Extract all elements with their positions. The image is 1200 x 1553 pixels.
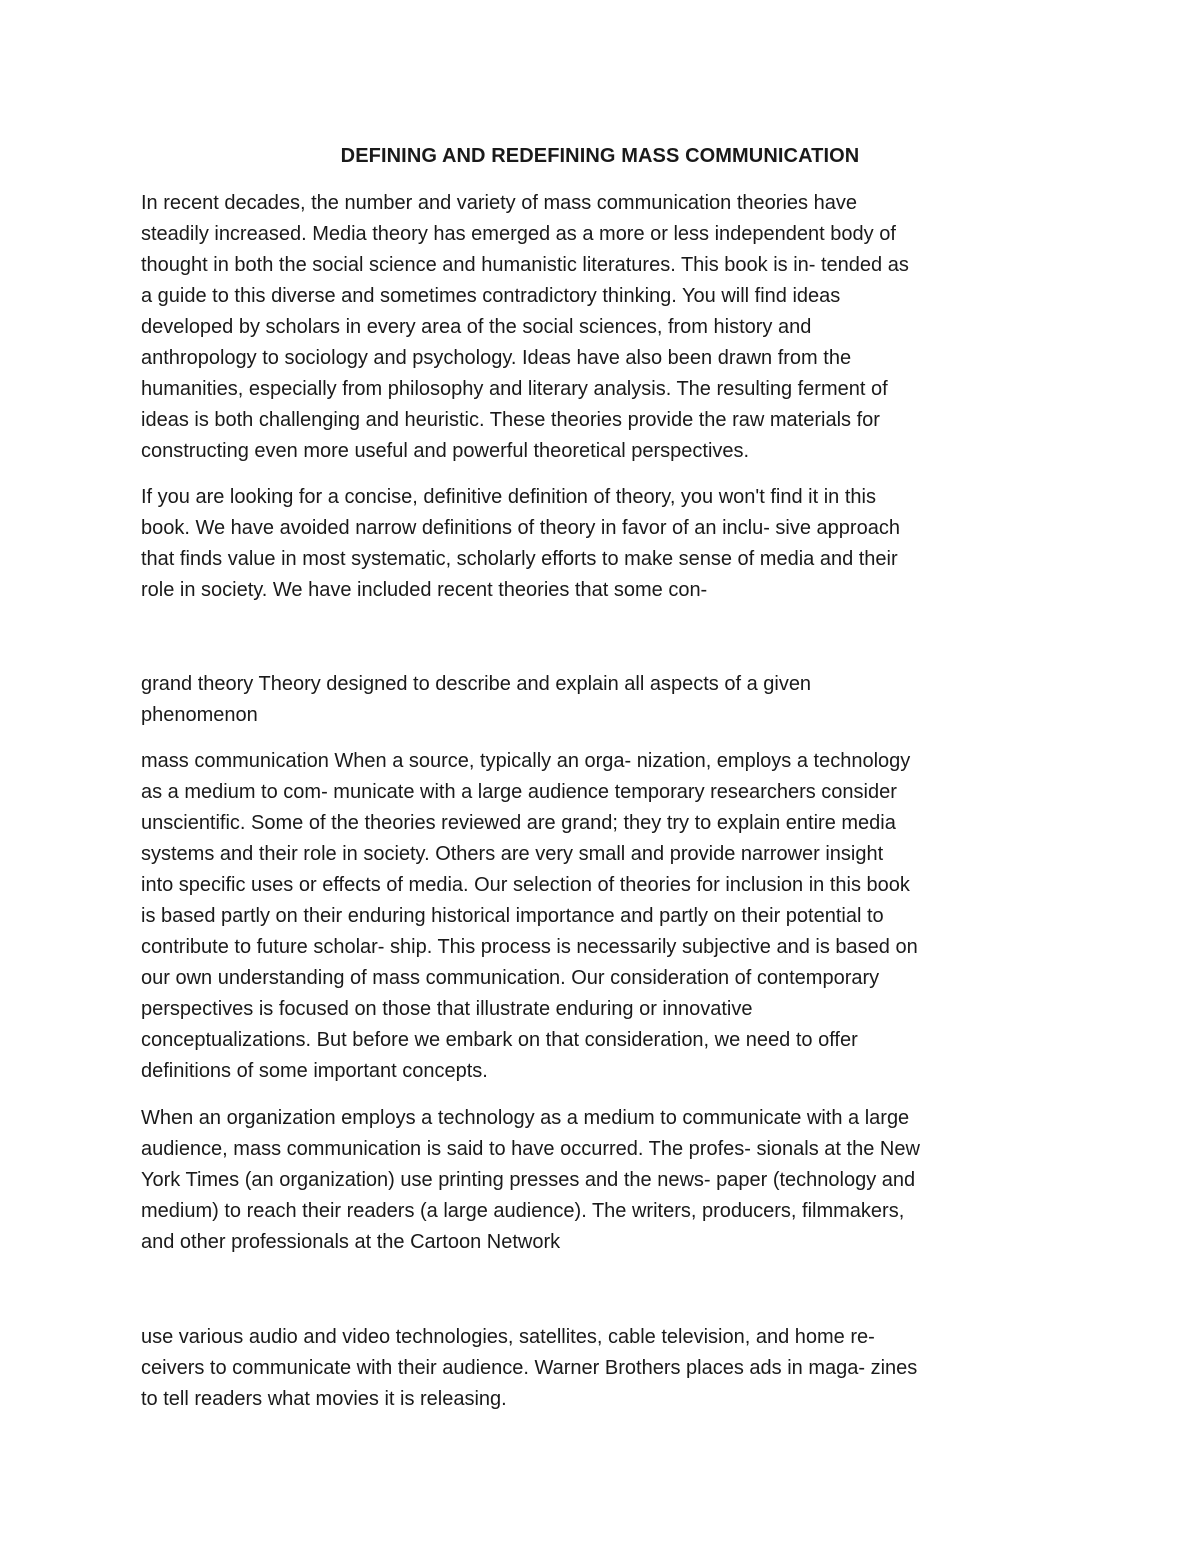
text-line: ceivers to communicate with their audience. Warner Brothers places ads in maga- zines xyxy=(141,1357,918,1379)
page-title: DEFINING AND REDEFINING MASS COMMUNICATION xyxy=(340,145,860,167)
text-line: is based partly on their enduring historical importance and partly on their potential to xyxy=(141,905,884,927)
text-line: ideas is both challenging and heuristic. These theories provide the raw materials for xyxy=(141,409,880,431)
paragraph-grand-theory xyxy=(141,669,1071,731)
text-line: audience, mass communication is said to have occurred. The profes- sionals at the New xyxy=(141,1138,920,1160)
text-line: systems and their role in society. Others are very small and provide narrower insight xyxy=(141,843,884,865)
text-line: phenomenon xyxy=(141,704,258,726)
text-line: constructing even more useful and powerful theoretical perspectives. xyxy=(141,440,750,462)
text-line: a guide to this diverse and sometimes contradictory thinking. You will find ideas xyxy=(141,285,841,307)
text-line: into specific uses or effects of media. Our selection of theories for inclusion in this book xyxy=(141,874,910,896)
text-line: anthropology to sociology and psychology. Ideas have also been drawn from the xyxy=(141,347,852,369)
text-line: developed by scholars in every area of the social sciences, from history and xyxy=(141,316,812,338)
text-line: perspectives is focused on those that illustrate enduring or innovative xyxy=(141,998,753,1020)
text-line: conceptualizations. But before we embark on that consideration, we need to offer xyxy=(141,1029,858,1051)
paragraph-definition xyxy=(141,482,1071,606)
text-line: York Times (an organization) use printing presses and the news- paper (technology and xyxy=(141,1169,916,1191)
text-line: mass communication When a source, typically an orga- nization, employs a technology xyxy=(141,750,911,772)
paragraph-technologies xyxy=(141,1322,1071,1415)
text-line: and other professionals at the Cartoon Network xyxy=(141,1231,561,1253)
text-line: If you are looking for a concise, definitive definition of theory, you won't find it in this xyxy=(141,486,876,508)
text-line: unscientific. Some of the theories reviewed are grand; they try to explain entire media xyxy=(141,812,896,834)
text-line: our own understanding of mass communication. Our consideration of contemporary xyxy=(141,967,880,989)
text-line: medium) to reach their readers (a large audience). The writers, producers, filmmakers, xyxy=(141,1200,905,1222)
text-line: grand theory Theory designed to describe and explain all aspects of a given xyxy=(141,673,812,695)
text-line: steadily increased. Media theory has emerged as a more or less independent body of xyxy=(141,223,896,245)
paragraph-organization xyxy=(141,1103,1071,1258)
text-line: thought in both the social science and humanistic literatures. This book is in- tended as xyxy=(141,254,909,276)
paragraph-mass-communication xyxy=(141,746,1071,1087)
text-line: definitions of some important concepts. xyxy=(141,1060,488,1082)
text-line: that finds value in most systematic, scholarly efforts to make sense of media and their xyxy=(141,548,898,570)
text-line: use various audio and video technologies, satellites, cable television, and home re- xyxy=(141,1326,875,1348)
text-line: to tell readers what movies it is releasing. xyxy=(141,1388,507,1410)
text-line: humanities, especially from philosophy and literary analysis. The resulting ferment of xyxy=(141,378,888,400)
text-line: book. We have avoided narrow definitions of theory in favor of an inclu- sive approach xyxy=(141,517,900,539)
text-line: role in society. We have included recent theories that some con- xyxy=(141,579,708,601)
text-line: as a medium to com- municate with a large audience temporary researchers consider xyxy=(141,781,897,803)
text-line: In recent decades, the number and variety of mass communication theories have xyxy=(141,192,857,214)
paragraph-intro xyxy=(141,188,1071,467)
text-line: contribute to future scholar- ship. This process is necessarily subjective and is based on xyxy=(141,936,918,958)
text-line: When an organization employs a technology as a medium to communicate with a large xyxy=(141,1107,910,1129)
